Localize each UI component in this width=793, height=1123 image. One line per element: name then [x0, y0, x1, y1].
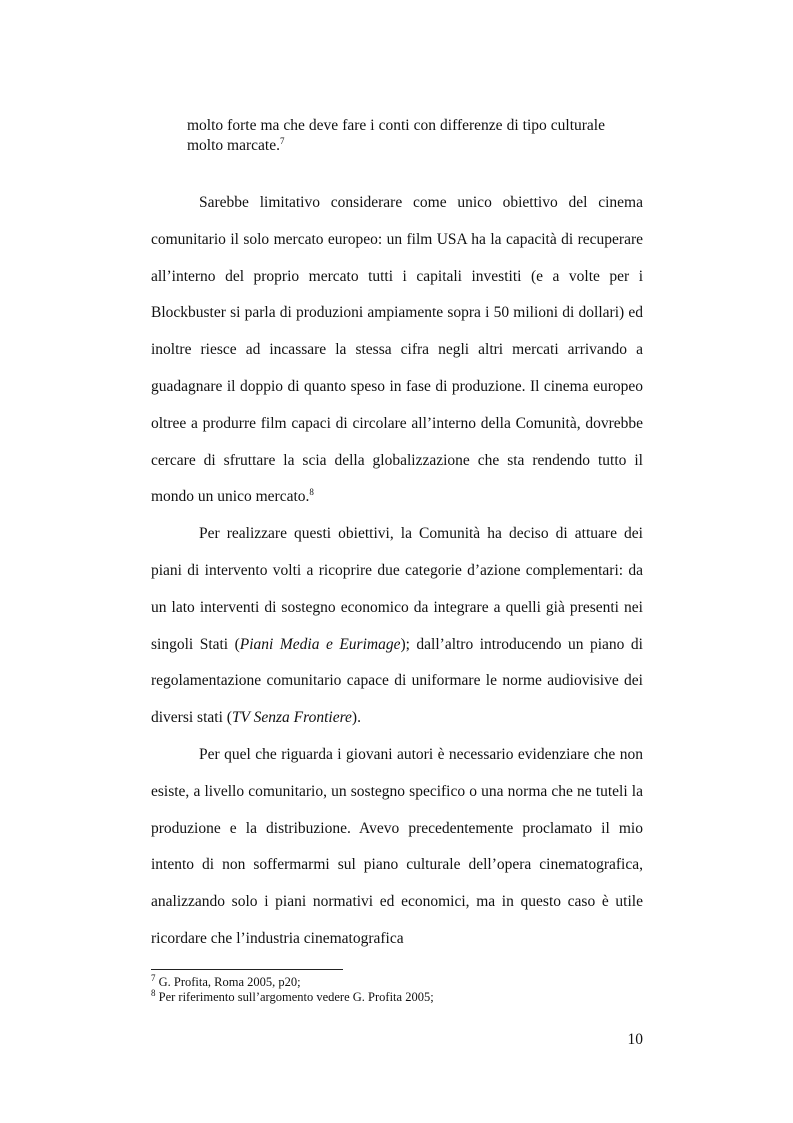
italic-media-eurimage: Piani Media e Eurimage [239, 635, 401, 653]
paragraph-objectives [151, 516, 643, 737]
quote-text: molto forte ma che deve fare i conti con differenze di tipo culturale molto marcate. [187, 117, 605, 154]
page-number: 10 [627, 1031, 643, 1048]
footnote-7 [151, 972, 643, 990]
paragraph-text: Per quel che riguarda i giovani autori è necessario evidenziare che non esiste, a livello comunitario, un sostegno specifico o una norma che ne tuteli la produzione e la distribuzione. Avevo precedentemente proclamato il mio intento di non soffermarmi sul piano culturale dell’opera cinematografica, analizzando solo i piani normativi ed economici, ma in questo caso è utile ricordare che l’industria cinematografica [151, 745, 643, 947]
footnotes [151, 972, 643, 1005]
footnote-8 [151, 987, 643, 1005]
paragraph-text: Per realizzare questi obiettivi, la Comunità ha deciso di attuare dei piani di intervento volti a ricoprire due categorie d’azione complementari: da un lato interventi di sostegno economico da integrare a quelli già presenti nei singoli Stati ( [151, 525, 643, 653]
footnote-ref-8: 8 [309, 487, 314, 498]
footnote-number: 7 [151, 972, 156, 983]
footnote-text: Per riferimento sull’argomento vedere G. Profita 2005; [158, 990, 434, 1004]
paragraph-globalization [151, 185, 643, 516]
body-text [151, 185, 643, 958]
italic-tv-senza-frontiere: TV Senza Frontiere [231, 709, 352, 727]
paragraph-young-authors [151, 737, 643, 958]
footnote-separator [151, 969, 343, 970]
footnote-ref-7: 7 [279, 135, 285, 146]
footnote-text: G. Profita, Roma 2005, p20; [158, 975, 301, 989]
footnote-number: 8 [151, 987, 156, 998]
block-quote [187, 116, 605, 156]
paragraph-text: ); dall’altro introducendo un piano di regolamentazione comunitario capace di uniformare le norme audiovisive dei diversi stati ( [151, 635, 643, 727]
paragraph-text: Sarebbe limitativo considerare come unico obiettivo del cinema comunitario il solo mercato europeo: un film USA ha la capacità di recuperare all’interno del proprio mercato tutti i capitali investiti (e a volte per i Blockbuster si parla di produzioni ampiamente sopra i 50 milioni di dollari) ed inoltre riesce ad incassare la stessa cifra negli altri mercati arrivando a guadagnare il doppio di quanto speso in fase di produzione. Il cinema europeo oltree a produrre film capaci di circolare all’interno della Comunità, dovrebbe cercare di sfruttare la scia della globalizzazione che sta rendendo tutto il mondo un unico mercato. [151, 194, 643, 506]
paragraph-text: ). [351, 709, 361, 727]
